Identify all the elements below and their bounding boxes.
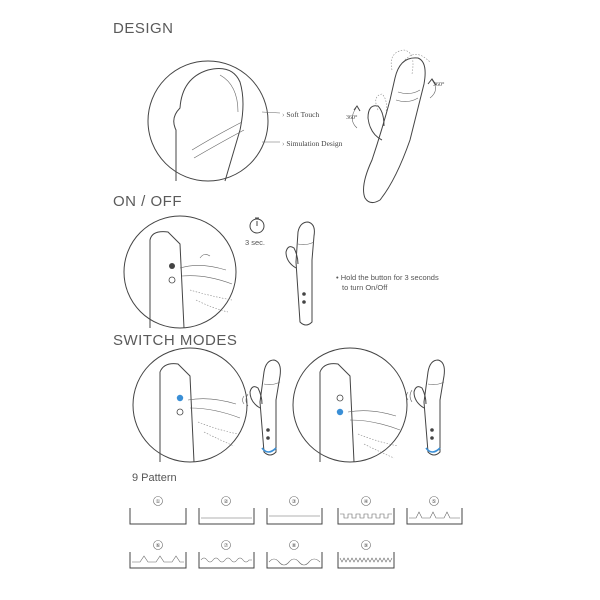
- section-title-switch-modes: SWITCH MODES: [113, 332, 238, 349]
- pattern-number: ⑤: [431, 499, 437, 505]
- pattern-number: ②: [223, 499, 229, 505]
- switch-left-product: [250, 360, 280, 455]
- bullet-icon: •: [336, 273, 339, 282]
- timer-label: 3 sec.: [245, 238, 266, 247]
- switch-left-circle: [133, 348, 247, 462]
- pattern-2: [199, 497, 254, 525]
- mode-button-blue-icon: [177, 395, 183, 401]
- bullet-icon: ›: [282, 139, 285, 148]
- section-title-design: DESIGN: [113, 20, 174, 37]
- pattern-number: ③: [291, 499, 297, 505]
- timer-icon: [250, 218, 264, 233]
- section-title-on-off: ON / OFF: [113, 193, 182, 210]
- pattern-1: [130, 497, 186, 525]
- pattern-9: [338, 541, 394, 569]
- pattern-8: [267, 541, 322, 569]
- pattern-number: ⑦: [223, 543, 229, 549]
- pattern-number: ⑧: [291, 543, 297, 549]
- pattern-number: ⑨: [363, 543, 369, 549]
- button-dot-icon: [169, 263, 175, 269]
- design-product: [352, 50, 436, 203]
- pattern-4: [338, 497, 394, 525]
- pattern-number: ④: [363, 499, 369, 505]
- on-off-zoom-circle: [124, 216, 236, 328]
- pattern-5: [407, 497, 462, 525]
- mode-button-blue-icon: [337, 409, 343, 415]
- pattern-6: [130, 541, 186, 569]
- on-off-product: [286, 222, 314, 325]
- note-soft-touch: › Soft Touch: [282, 110, 320, 119]
- pattern-number: ⑥: [155, 543, 161, 549]
- angle-label-left: 360°: [346, 115, 358, 121]
- pattern-7: [199, 541, 254, 569]
- pattern-3: [267, 497, 322, 525]
- note-simulation-design: › Simulation Design: [282, 139, 343, 148]
- pattern-title: 9 Pattern: [132, 472, 177, 484]
- angle-label-right: 360°: [433, 82, 445, 88]
- switch-right-product: [414, 360, 444, 455]
- bullet-icon: ›: [282, 110, 285, 119]
- pattern-number: ①: [155, 499, 161, 505]
- vibration-icon: [243, 396, 245, 404]
- on-off-instruction: • Hold the button for 3 seconds to turn On/Off: [336, 273, 439, 292]
- switch-right-circle: [293, 348, 407, 462]
- design-zoom-circle: [148, 61, 268, 181]
